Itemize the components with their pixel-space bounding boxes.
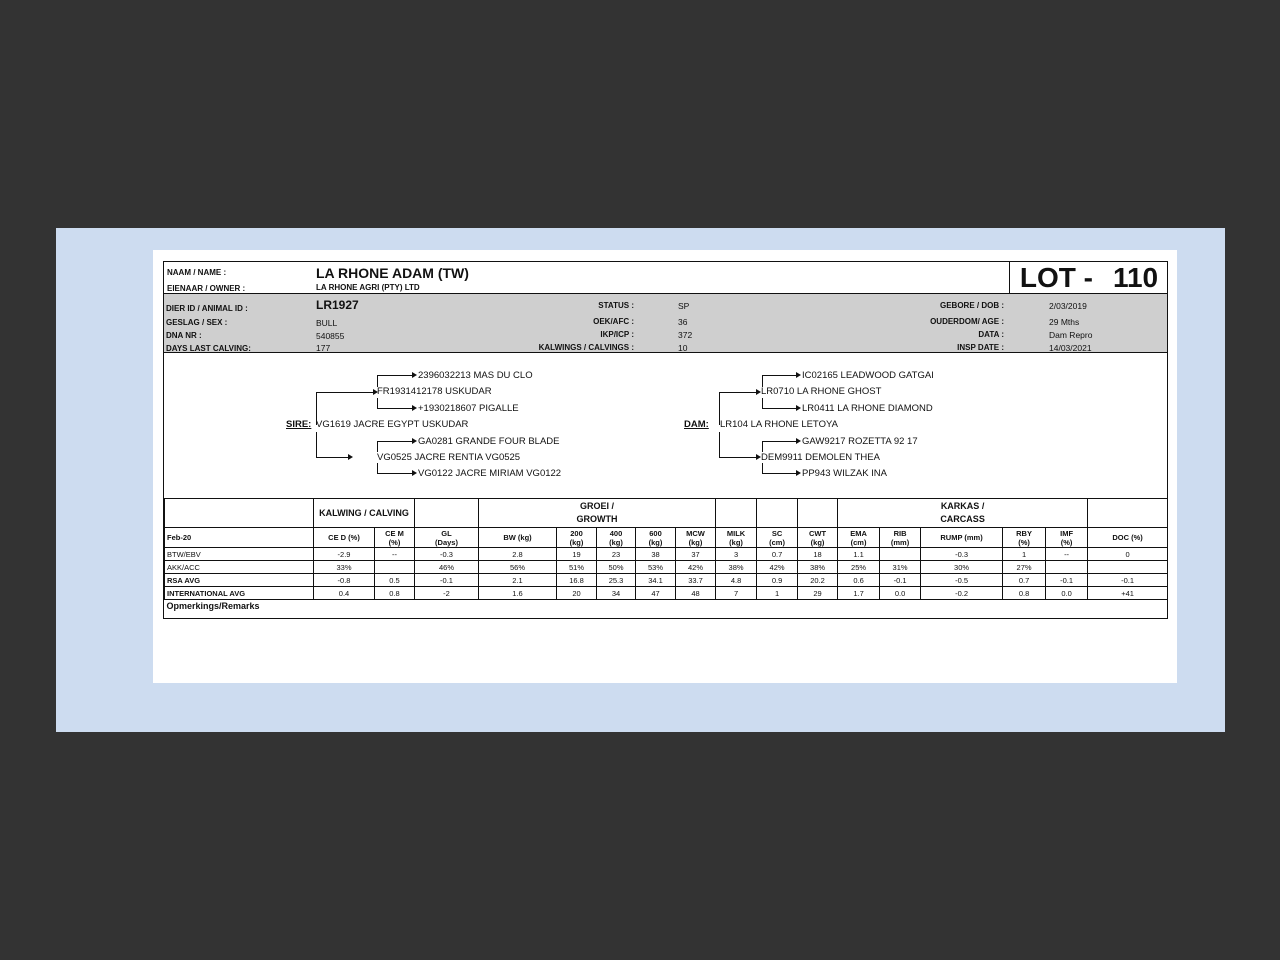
status-label: STATUS :: [598, 301, 634, 310]
animal-id-label: DIER ID / ANIMAL ID :: [166, 304, 248, 313]
table-cell: 37: [676, 548, 716, 561]
table-cell: 42%: [757, 561, 798, 574]
table-cell: 20: [557, 587, 597, 600]
dam-dam-dam: PP943 WILZAK INA: [802, 468, 888, 479]
table-cell: 50%: [597, 561, 636, 574]
dna-label: DNA NR :: [166, 331, 202, 340]
dam: LR104 LA RHONE LETOYA: [720, 419, 838, 430]
table-cell: 34: [597, 587, 636, 600]
owner-label: EIENAAR / OWNER :: [167, 284, 246, 293]
sex-value: BULL: [316, 318, 338, 328]
table-cell: -0.1: [880, 574, 921, 587]
afc-label: OEK/AFC :: [593, 317, 634, 326]
column-header: MCW (kg): [676, 528, 716, 548]
performance-table: [164, 498, 1168, 613]
dlc-value: 177: [316, 343, 331, 353]
table-cell: 0.7: [757, 548, 798, 561]
table-cell: 4.8: [716, 574, 757, 587]
sire-dam-sire: GA0281 GRANDE FOUR BLADE: [418, 436, 560, 447]
group-carcass: KARKAS / CARCASS: [838, 499, 1088, 528]
column-header: 400 (kg): [597, 528, 636, 548]
column-header: GL (Days): [415, 528, 479, 548]
row-label: AKK/ACC: [165, 561, 314, 574]
table-cell: --: [1046, 548, 1088, 561]
data-value: Dam Repro: [1049, 330, 1093, 340]
group-growth: GROEI / GROWTH: [479, 499, 716, 528]
column-header: EMA (cm): [838, 528, 880, 548]
table-cell: -0.1: [1088, 574, 1168, 587]
dlc-label: DAYS LAST CALVING:: [166, 344, 251, 353]
sire-sire-dam: +1930218607 PIGALLE: [418, 403, 519, 414]
table-cell: -0.1: [415, 574, 479, 587]
table-cell: 0.8: [1003, 587, 1046, 600]
dam-label: DAM:: [684, 419, 709, 430]
group-milk: [716, 499, 757, 528]
column-header: RBY (%): [1003, 528, 1046, 548]
table-cell: 33%: [314, 561, 375, 574]
dam-sire-sire: IC02165 LEADWOOD GATGAI: [802, 370, 934, 381]
table-cell: 1.7: [838, 587, 880, 600]
owner-name: LA RHONE AGRI (PTY) LTD: [316, 283, 420, 292]
afc-value: 36: [678, 317, 688, 327]
lot-box: [1009, 262, 1168, 293]
dob-value: 2/03/2019: [1049, 301, 1087, 311]
details-band: [164, 293, 1167, 353]
table-cell: 48: [676, 587, 716, 600]
lot-number: 110: [1112, 261, 1159, 293]
sire-dam-dam: VG0122 JACRE MIRIAM VG0122: [418, 468, 562, 479]
group-header-row: [165, 499, 1168, 528]
group-doc: [1088, 499, 1168, 528]
table-cell: 1: [757, 587, 798, 600]
table-cell: 20.2: [798, 574, 838, 587]
column-header: RUMP (mm): [921, 528, 1003, 548]
table-cell: 0.8: [375, 587, 415, 600]
table-cell: 42%: [676, 561, 716, 574]
table-cell: 7: [716, 587, 757, 600]
table-cell: -0.3: [415, 548, 479, 561]
table-cell: 30%: [921, 561, 1003, 574]
table-cell: 0.5: [375, 574, 415, 587]
calvings-label: KALWINGS / CALVINGS :: [538, 343, 634, 352]
column-header: MILK (kg): [716, 528, 757, 548]
table-cell: 2.8: [479, 548, 557, 561]
table-cell: --: [375, 548, 415, 561]
table-cell: 1: [1003, 548, 1046, 561]
table-row: [165, 574, 1168, 587]
icp-label: IKP/ICP :: [600, 330, 634, 339]
column-header: 200 (kg): [557, 528, 597, 548]
group-gl: [415, 499, 479, 528]
sire-sire: FR1931412178 USKUDAR: [377, 386, 492, 397]
animal-name: LA RHONE ADAM (TW): [316, 265, 469, 281]
table-cell: 38%: [798, 561, 838, 574]
remarks-label: Opmerkings/Remarks: [165, 600, 1168, 614]
table-cell: -0.8: [314, 574, 375, 587]
table-cell: 31%: [880, 561, 921, 574]
column-header: Feb-20: [165, 528, 314, 548]
table-cell: +41: [1088, 587, 1168, 600]
row-label: RSA AVG: [165, 574, 314, 587]
table-cell: -0.5: [921, 574, 1003, 587]
table-cell: [375, 561, 415, 574]
table-cell: -0.2: [921, 587, 1003, 600]
table-cell: 51%: [557, 561, 597, 574]
table-cell: 33.7: [676, 574, 716, 587]
table-cell: 19: [557, 548, 597, 561]
table-cell: -0.1: [1046, 574, 1088, 587]
sire-sire-sire: 2396032213 MAS DU CLO: [418, 370, 533, 381]
table-cell: -0.3: [921, 548, 1003, 561]
row-label: INTERNATIONAL AVG: [165, 587, 314, 600]
group-blank: [165, 499, 314, 528]
table-cell: 38%: [716, 561, 757, 574]
status-value: SP: [678, 301, 690, 311]
table-cell: 34.1: [636, 574, 676, 587]
table-cell: [880, 548, 921, 561]
table-cell: 0.9: [757, 574, 798, 587]
table-cell: 1.6: [479, 587, 557, 600]
table-cell: 1.1: [838, 548, 880, 561]
table-row: [165, 561, 1168, 574]
animal-id: LR1927: [316, 298, 359, 312]
table-cell: 0.0: [880, 587, 921, 600]
table-cell: 47: [636, 587, 676, 600]
sire-dam: VG0525 JACRE RENTIA VG0525: [377, 452, 521, 463]
column-header: SC (cm): [757, 528, 798, 548]
lot-label: LOT -: [1019, 261, 1093, 293]
column-header: BW (kg): [479, 528, 557, 548]
group-sc: [757, 499, 798, 528]
sire: VG1619 JACRE EGYPT USKUDAR: [316, 419, 469, 430]
table-cell: 0.0: [1046, 587, 1088, 600]
table-cell: 27%: [1003, 561, 1046, 574]
dam-sire-dam: LR0411 LA RHONE DIAMOND: [802, 403, 933, 414]
calvings-value: 10: [678, 343, 688, 353]
table-cell: 38: [636, 548, 676, 561]
table-cell: 23: [597, 548, 636, 561]
insp-date-label: INSP DATE :: [957, 343, 1004, 352]
dam-dam: DEM9911 DEMOLEN THEA: [761, 452, 880, 463]
table-cell: 0.4: [314, 587, 375, 600]
table-cell: 53%: [636, 561, 676, 574]
table-cell: 16.8: [557, 574, 597, 587]
table-cell: 25.3: [597, 574, 636, 587]
table-cell: [1088, 561, 1168, 574]
age-value: 29 Mths: [1049, 317, 1080, 327]
column-header: RIB (mm): [880, 528, 921, 548]
column-header: CWT (kg): [798, 528, 838, 548]
dam-dam-sire: GAW9217 ROZETTA 92 17: [802, 436, 918, 447]
table-cell: 29: [798, 587, 838, 600]
group-calving: KALWING / CALVING: [314, 499, 415, 528]
group-cwt: [798, 499, 838, 528]
table-cell: -2: [415, 587, 479, 600]
table-cell: 0.7: [1003, 574, 1046, 587]
column-header: DOC (%): [1088, 528, 1168, 548]
table-row: [165, 587, 1168, 600]
table-cell: -2.9: [314, 548, 375, 561]
table-cell: 3: [716, 548, 757, 561]
dna-value: 540855: [316, 331, 345, 341]
table-cell: 56%: [479, 561, 557, 574]
column-header: 600 (kg): [636, 528, 676, 548]
icp-value: 372: [678, 330, 693, 340]
table-cell: 0: [1088, 548, 1168, 561]
data-label: DATA :: [978, 330, 1004, 339]
age-label: OUDERDOM/ AGE :: [930, 317, 1004, 326]
table-row: [165, 548, 1168, 561]
row-label: BTW/EBV: [165, 548, 314, 561]
dob-label: GEBORE / DOB :: [939, 301, 1004, 310]
column-header: IMF (%): [1046, 528, 1088, 548]
table-cell: 46%: [415, 561, 479, 574]
table-cell: 2.1: [479, 574, 557, 587]
insp-date-value: 14/03/2021: [1049, 343, 1092, 353]
column-header-row: [165, 528, 1168, 548]
table-cell: [1046, 561, 1088, 574]
table-cell: 25%: [838, 561, 880, 574]
name-label: NAAM / NAME :: [167, 268, 227, 277]
column-header: CE M (%): [375, 528, 415, 548]
lot-card: [163, 261, 1168, 619]
sex-label: GESLAG / SEX :: [166, 318, 228, 327]
table-cell: 18: [798, 548, 838, 561]
dam-sire: LR0710 LA RHONE GHOST: [761, 386, 882, 397]
table-cell: 0.6: [838, 574, 880, 587]
remarks-row: [165, 600, 1168, 614]
sire-label: SIRE:: [286, 419, 312, 430]
column-header: CE D (%): [314, 528, 375, 548]
